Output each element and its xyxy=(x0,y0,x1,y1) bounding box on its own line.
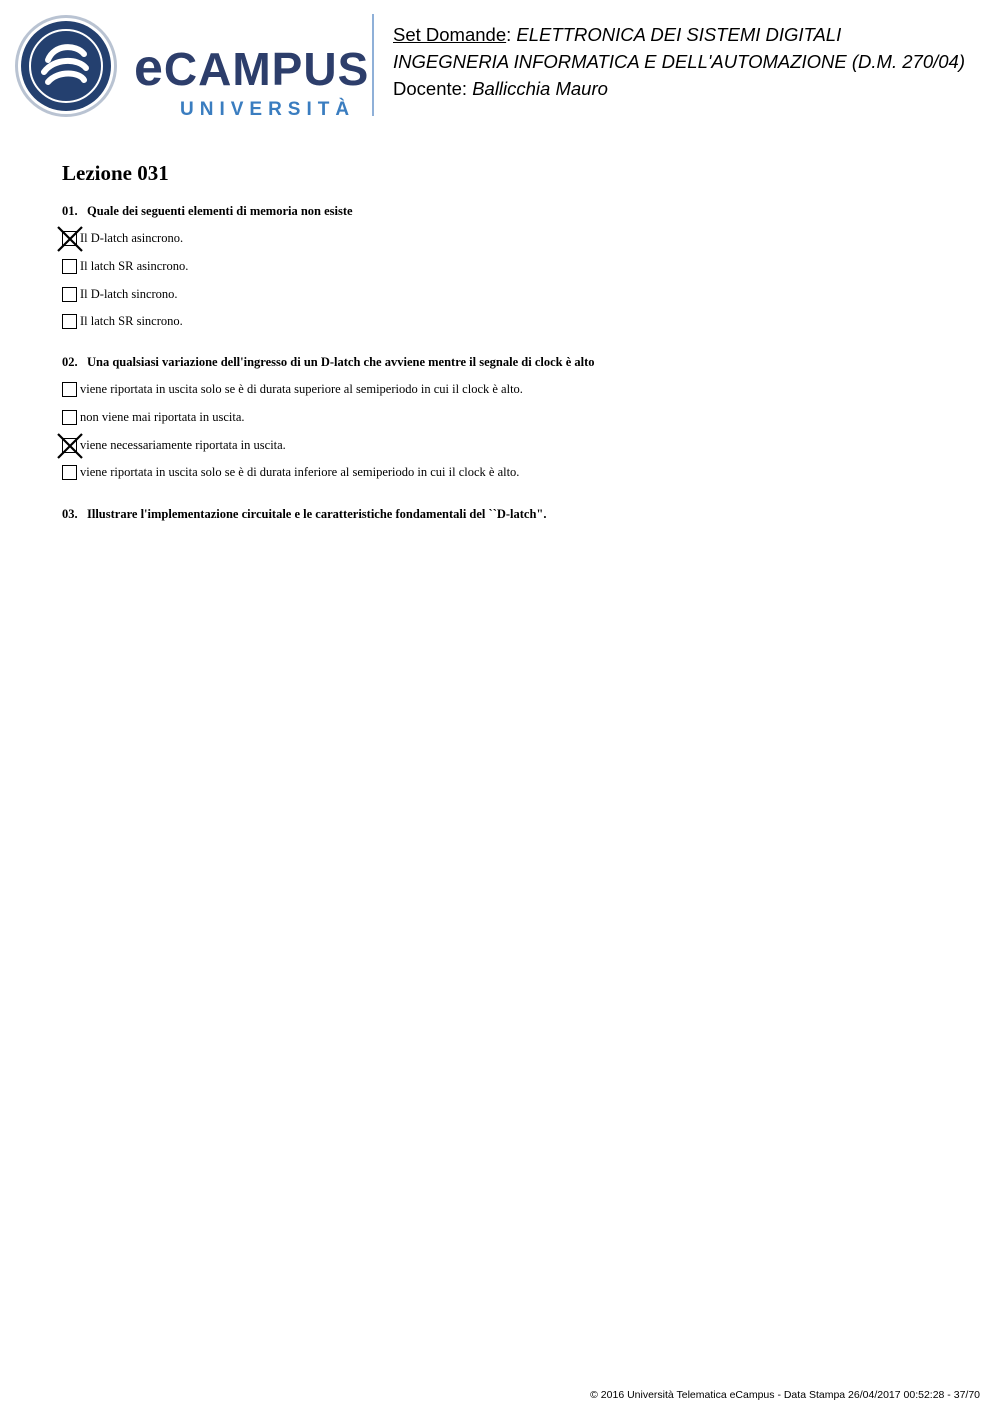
answer-label: viene necessariamente riportata in uscita. xyxy=(80,438,286,452)
answer-checkbox[interactable] xyxy=(62,259,77,274)
course-line: Set Domande: ELETTRONICA DEI SISTEMI DIGITALI xyxy=(393,24,842,45)
question-title xyxy=(62,203,353,219)
degree-line xyxy=(393,48,993,75)
answer-checkbox[interactable] xyxy=(62,465,77,480)
logo-subtitle: UNIVERSITÀ xyxy=(180,99,356,120)
teacher-name: Ballicchia Mauro xyxy=(472,78,608,99)
answer-checkbox[interactable] xyxy=(62,287,77,302)
header-info xyxy=(393,21,993,102)
logo-wordmark: eCAMPUS xyxy=(134,39,370,97)
question-number: 03. xyxy=(62,507,78,521)
answer-checkbox[interactable] xyxy=(62,314,77,329)
answer-label: Il D-latch asincrono. xyxy=(80,231,184,245)
answer-label: viene riportata in uscita solo se è di durata superiore al semiperiodo in cui il clock è alto. xyxy=(80,382,523,396)
ecampus-seal-icon xyxy=(14,14,118,118)
course-name: ELETTRONICA DEI SISTEMI DIGITALI xyxy=(516,24,842,45)
question-title xyxy=(62,354,595,370)
lesson-title: Lezione 031 xyxy=(62,161,169,185)
question-text: Illustrare l'implementazione circuitale e le caratteristiche fondamentali del ``D-latch". xyxy=(87,507,547,521)
answer-checkbox[interactable] xyxy=(62,382,77,397)
question-title xyxy=(62,506,547,522)
question-number: 02. xyxy=(62,355,78,369)
answer-label: Il latch SR asincrono. xyxy=(80,259,189,273)
set-label: Set Domande xyxy=(393,24,507,45)
header-divider xyxy=(372,14,374,116)
teacher-line xyxy=(393,75,993,102)
answer-checkbox[interactable] xyxy=(62,410,77,425)
question-text: Quale dei seguenti elementi di memoria non esiste xyxy=(87,204,353,218)
answer-checkbox[interactable] xyxy=(62,231,77,246)
answer-label: viene riportata in uscita solo se è di durata inferiore al semiperiodo in cui il clock è alto. xyxy=(80,465,520,479)
question-text: Una qualsiasi variazione dell'ingresso di un D-latch che avviene mentre il segnale di clock è alto xyxy=(87,355,595,369)
degree-name: INGEGNERIA INFORMATICA E DELL'AUTOMAZIONE (D.M. 270/04) xyxy=(393,51,965,72)
answer-label: Il latch SR sincrono. xyxy=(80,314,183,328)
teacher-label: Docente: xyxy=(393,78,473,99)
answer-checkbox[interactable] xyxy=(62,438,77,453)
page-header xyxy=(0,0,1000,125)
answer-label: non viene mai riportata in uscita. xyxy=(80,410,245,424)
answer-label: Il D-latch sincrono. xyxy=(80,287,178,301)
page-footer: © 2016 Università Telematica eCampus - Data Stampa 26/04/2017 00:52:28 - 37/70 xyxy=(590,1389,980,1401)
question-number: 01. xyxy=(62,204,78,218)
ecampus-logo xyxy=(14,14,370,120)
